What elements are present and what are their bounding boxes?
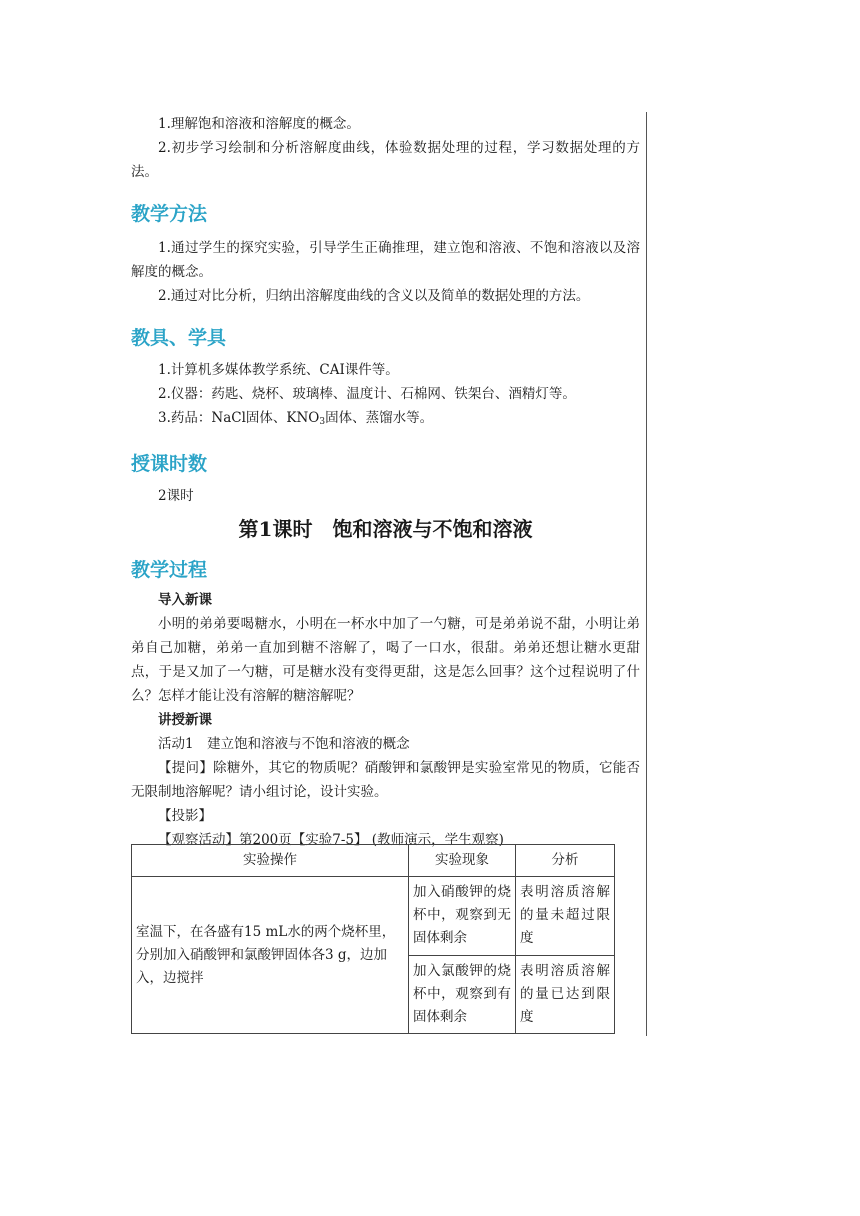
goal-2: 2.初步学习绘制和分析溶解度曲线，体验数据处理的过程，学习数据处理的方法。 — [131, 140, 640, 180]
activity-1: 活动1 建立饱和溶液与不饱和溶液的概念 — [158, 736, 410, 752]
experiment-table — [131, 844, 615, 1034]
header-analysis: 分析 — [516, 845, 615, 877]
tools-item-1: 1.计算机多媒体教学系统、CAI课件等。 — [158, 362, 399, 378]
lesson-title: 第1课时 饱和溶液与不饱和溶液 — [238, 517, 533, 541]
goal-1: 1.理解饱和溶液和溶解度的概念。 — [158, 116, 360, 132]
method-item-1: 1.通过学生的探究实验，引导学生正确推理，建立饱和溶液、不饱和溶液以及溶解度的概念。 — [131, 240, 640, 280]
phenomenon-cell-2: 加入氯酸钾的烧杯中，观察到有固体剩余 — [409, 955, 516, 1034]
header-phenomenon: 实验现象 — [409, 845, 516, 877]
hours-text: 2课时 — [158, 488, 194, 504]
tools-item-3: 3.药品：NaCl固体、$KNO_3$固体、蒸馏水等。 — [158, 410, 434, 427]
document-body — [131, 112, 640, 852]
intro-label: 导入新课 — [158, 592, 212, 608]
process-heading: 教学过程 — [131, 559, 208, 581]
tools-item-2: 2.仪器：药匙、烧杯、玻璃棒、温度计、石棉网、铁架台、酒精灯等。 — [158, 386, 576, 402]
analysis-cell-1: 表明溶质溶解的量未超过限度 — [516, 877, 615, 956]
table-header-row — [132, 845, 615, 877]
phenomenon-cell-1: 加入硝酸钾的烧杯中，观察到无固体剩余 — [409, 877, 516, 956]
hours-heading: 授课时数 — [131, 453, 208, 475]
intro-text: 小明的弟弟要喝糖水，小明在一杯水中加了一勺糖，可是弟弟说不甜，小明让弟弟自己加糖，弟弟一直加到糖不溶解了，喝了一口水，很甜。弟弟还想让糖水更甜点，于是又加了一勺糖，可是糖水没有变得更甜，这是怎么回事？这个过程说明了什么？怎样才能让没有溶解的糖溶解呢？ — [131, 616, 640, 704]
question-text: 【提问】除糖外，其它的物质呢？硝酸钾和氯酸钾是实验室常见的物质，它能否无限制地溶解呢？请小组讨论，设计实验。 — [131, 760, 640, 800]
method-heading: 教学方法 — [131, 203, 208, 225]
header-operation: 实验操作 — [132, 845, 409, 877]
tools-heading: 教具、学具 — [131, 327, 227, 349]
table-row — [132, 877, 615, 956]
margin-rule — [646, 112, 647, 1036]
analysis-cell-2: 表明溶质溶解的量已达到限度 — [516, 955, 615, 1034]
operation-cell: 室温下，在各盛有15 mL水的两个烧杯里，分别加入硝酸钾和氯酸钾固体各3 g，边加入，边搅拌 — [132, 877, 409, 1034]
observe-text: 【观察活动】第200页【实验7-5】 (教师演示，学生观察) — [158, 832, 504, 848]
projection-label: 【投影】 — [158, 808, 212, 824]
method-item-2: 2.通过对比分析，归纳出溶解度曲线的含义以及简单的数据处理的方法。 — [158, 288, 590, 304]
new-lesson-label: 讲授新课 — [158, 712, 212, 728]
